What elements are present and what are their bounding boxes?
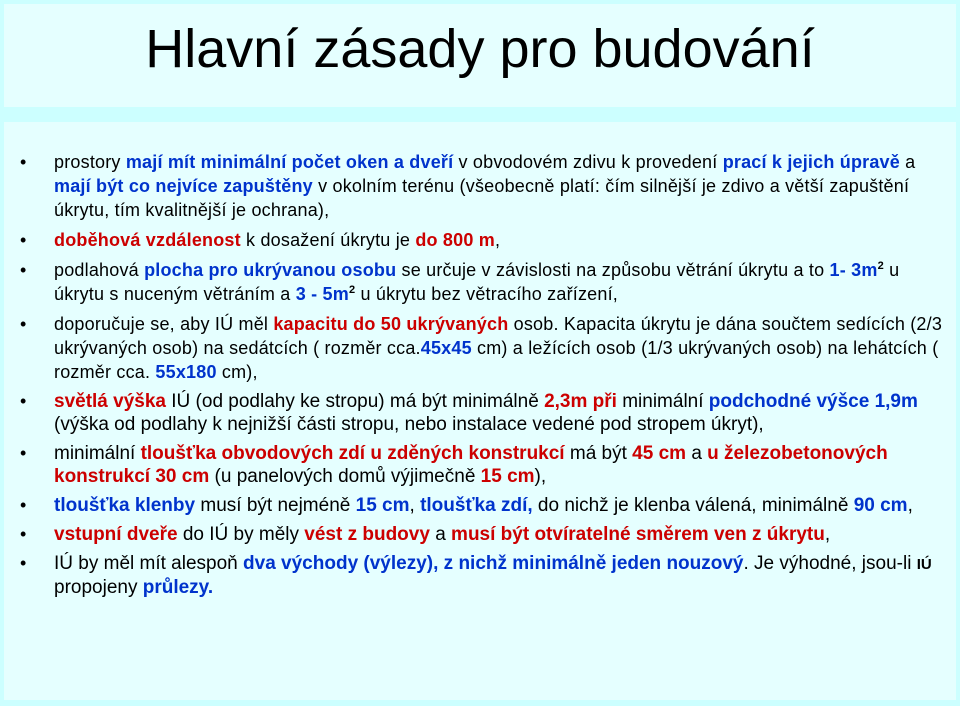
bullet-marker: • — [20, 260, 27, 280]
text-run: , — [907, 495, 913, 516]
text-run: průlezy. — [142, 577, 214, 598]
text-run: 55x180 — [155, 362, 217, 382]
text-run: minimální — [54, 443, 141, 464]
text-run: IÚ by měl mít alespoň — [54, 553, 244, 574]
text-run: kapacitu do 50 ukrývaných — [273, 314, 509, 334]
text-run: prostory — [54, 152, 126, 172]
bullet-item — [14, 494, 944, 517]
bullet-marker: • — [20, 152, 27, 172]
text-run: k dosažení úkrytu je — [240, 230, 416, 250]
bullet-item — [14, 258, 944, 306]
slide-title: Hlavní zásady pro budování — [145, 19, 815, 79]
bullet-item — [14, 552, 944, 599]
text-run: v okolním terénu (všeobecně platí: čím silnější je zdivo a větší zapuštění úkrytu, tím kvalitnější je ochrana), — [54, 176, 910, 220]
text-run: mají mít minimální počet oken a dveří — [125, 152, 454, 172]
text-run: 90 cm — [853, 495, 908, 516]
text-run: světlá výška — [54, 391, 166, 412]
text-run: u železobetonových konstrukcí 30 cm — [54, 443, 888, 487]
text-run: v obvodovém zdivu k provedení — [453, 152, 723, 172]
content-area — [4, 122, 956, 700]
bullet-list — [14, 150, 944, 605]
text-run: mají být co nejvíce zapuštěny — [54, 176, 313, 196]
bullet-marker: • — [20, 443, 27, 463]
bullet-marker: • — [20, 553, 27, 573]
bullet-marker: • — [20, 314, 27, 334]
bullet-item — [14, 312, 944, 384]
text-run: tloušťka zdí, — [420, 495, 533, 516]
text-run: doporučuje se, aby IÚ měl — [54, 314, 274, 334]
text-run: dva východy (výlezy), z nichž minimálně jeden nouzový — [243, 553, 744, 574]
text-run: plocha pro ukrývanou osobu — [144, 260, 397, 280]
text-run: vést z budovy — [304, 524, 430, 545]
text-run: minimální — [616, 391, 709, 412]
text-run: a — [686, 443, 708, 464]
bullet-marker: • — [20, 230, 27, 250]
text-run: , — [824, 524, 831, 545]
title-area — [4, 4, 956, 107]
bullet-item — [14, 442, 944, 488]
text-run: , — [409, 495, 421, 516]
text-run: propojeny — [54, 577, 143, 598]
bullet-marker: • — [20, 495, 27, 515]
text-run: 2 — [348, 284, 356, 296]
text-run: 15 cm — [355, 495, 410, 516]
text-run: 3 - 5m — [295, 284, 349, 304]
text-run: osob. Kapacita úkrytu je dána součtem sedících (2/3 ukrývaných osob) na sedátcích ( rozměr cca. — [54, 314, 943, 358]
text-run: u úkrytu bez větracího zařízení, — [355, 284, 618, 304]
bullet-item — [14, 523, 944, 546]
text-run: tloušťka klenby — [54, 495, 196, 516]
text-run: podchodné výšce 1,9m — [708, 391, 918, 412]
text-run: při — [592, 391, 617, 412]
text-run: podlahová — [54, 260, 145, 280]
bullet-item — [14, 228, 944, 252]
text-run: má být — [564, 443, 633, 464]
text-run: u úkrytu s nuceným větráním a — [54, 260, 900, 304]
text-run: cm) a ležících osob (1/3 ukrývaných osob) na lehátcích ( rozměr cca. — [54, 338, 939, 382]
text-run: do 800 m — [415, 230, 495, 250]
text-run: a — [899, 152, 916, 172]
text-run: cm), — [216, 362, 258, 382]
bullet-item — [14, 390, 944, 436]
text-run: musí být otvíratelné směrem ven z úkrytu — [451, 524, 825, 545]
bullet-marker: • — [20, 391, 27, 411]
text-run: 1- 3m — [829, 260, 878, 280]
text-run: 15 cm — [480, 466, 535, 487]
text-run: IÚ (od podlahy ke stropu) má být minimálně — [166, 391, 545, 412]
text-run: (výška od podlahy k nejnižší části stropu, nebo instalace vedené pod stropem úkryt), — [54, 414, 764, 435]
text-run: 45 cm — [632, 443, 687, 464]
text-run: do nichž je klenba válená, minimálně — [532, 495, 854, 516]
text-run: 45x45 — [420, 338, 472, 358]
text-run: prací k jejich úpravě — [722, 152, 900, 172]
text-run: (u panelových domů výjimečně — [209, 466, 481, 487]
bullet-item — [14, 150, 944, 222]
text-run: 2,3m — [544, 391, 588, 412]
text-run: doběhová vzdálenost — [54, 230, 241, 250]
text-run: , — [494, 230, 501, 250]
text-run: do IÚ by měly — [177, 524, 305, 545]
text-run: se určuje v závislosti na způsobu větrání úkrytu a to — [396, 260, 830, 280]
bullet-marker: • — [20, 524, 27, 544]
text-run: tloušťka obvodových zdí u zděných konstrukcí — [140, 443, 565, 464]
text-run: IÚ — [916, 556, 932, 573]
text-run: musí být nejméně — [195, 495, 356, 516]
text-run: a — [429, 524, 452, 545]
text-run: ), — [534, 466, 547, 487]
text-run: 2 — [877, 260, 884, 272]
text-run: . Je výhodné, jsou-li — [743, 553, 917, 574]
text-run: vstupní dveře — [54, 524, 178, 545]
